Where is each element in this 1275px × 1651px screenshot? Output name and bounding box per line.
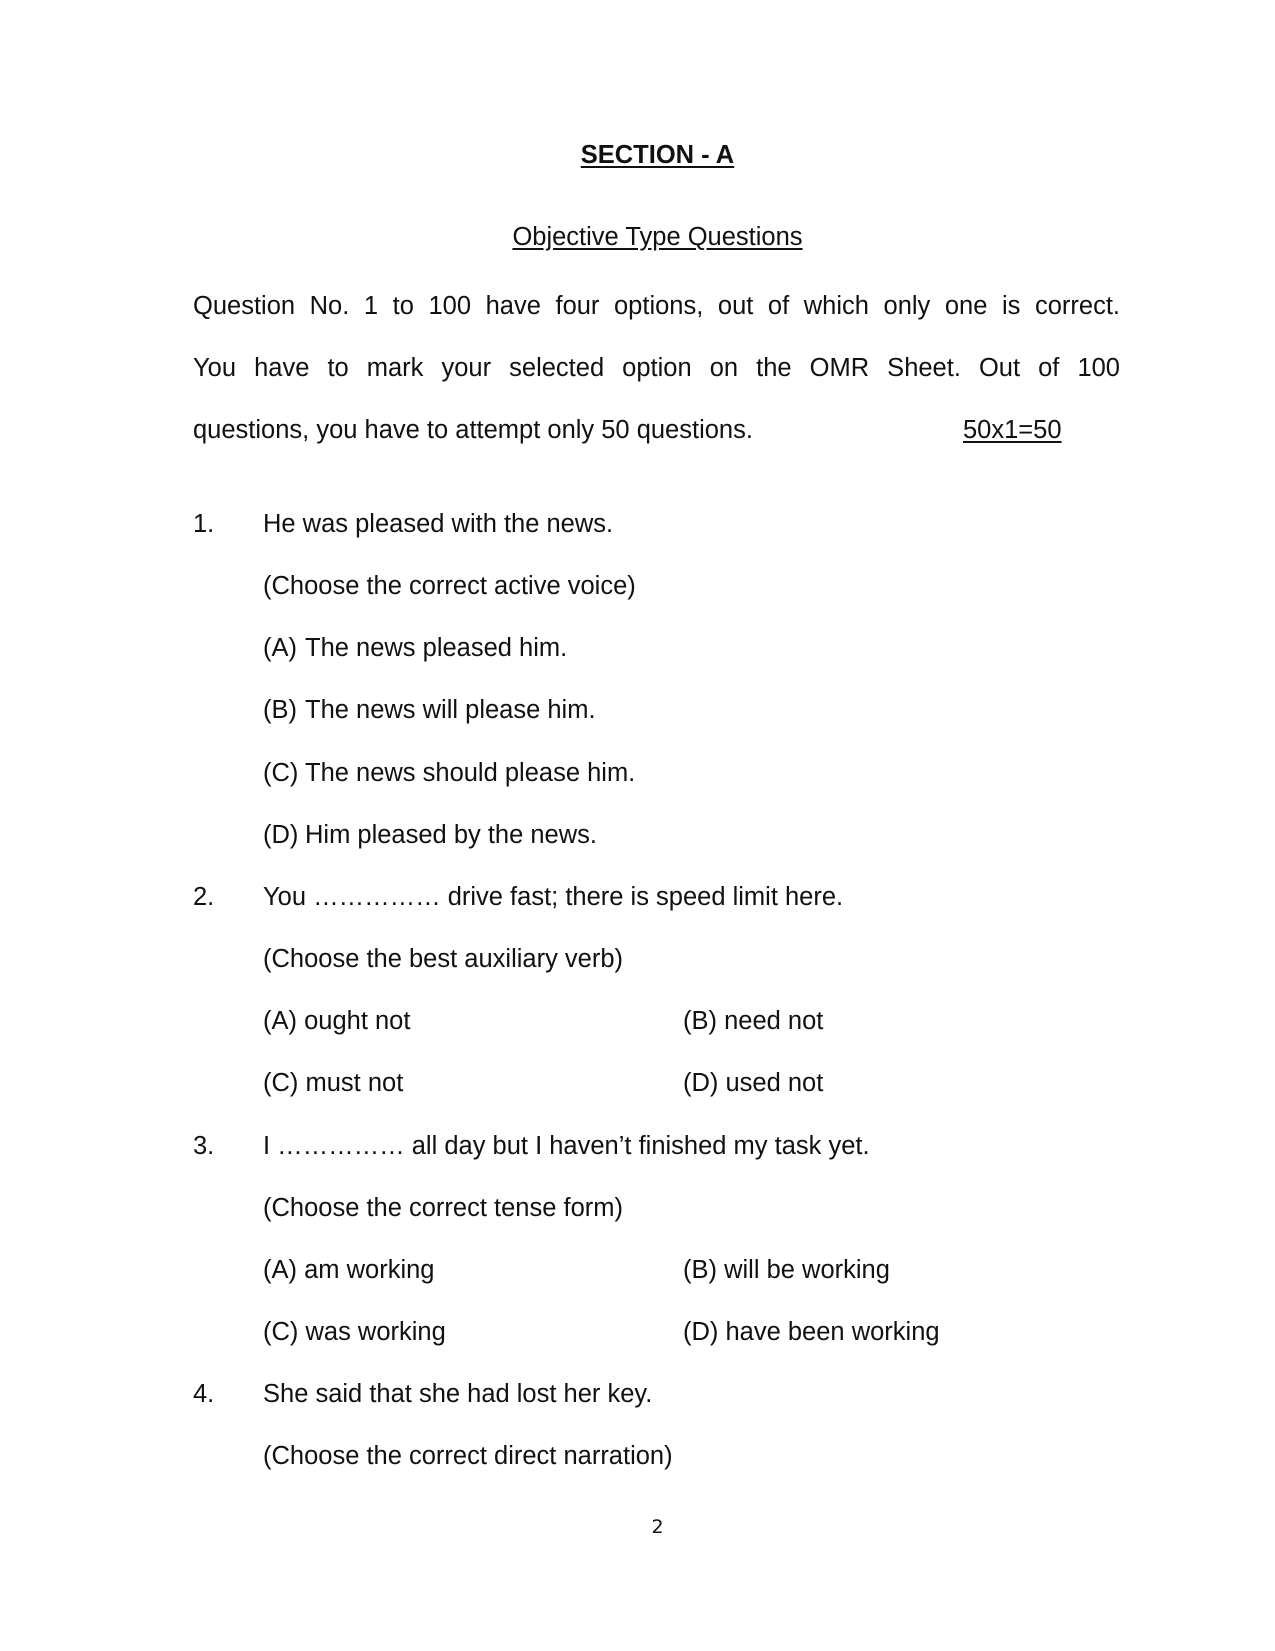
question-number: 3. bbox=[193, 1132, 215, 1160]
option-label: (C) bbox=[263, 1318, 299, 1346]
instructions-line-2: You have to mark your selected option on the OMR Sheet. Out of 100 bbox=[193, 354, 1120, 382]
option-label: (D) bbox=[683, 1318, 719, 1346]
page-number: 2 bbox=[651, 1516, 664, 1538]
question-number: 2. bbox=[193, 883, 215, 911]
question-text: He was pleased with the news. bbox=[263, 510, 614, 538]
option-text: The news pleased him. bbox=[305, 634, 568, 662]
option-a bbox=[263, 1006, 410, 1036]
option-c bbox=[263, 758, 635, 788]
option-text: The news should please him. bbox=[305, 759, 636, 787]
option-label: (A) bbox=[263, 1256, 297, 1284]
question-number: 1. bbox=[193, 510, 215, 538]
question-number: 4. bbox=[193, 1380, 215, 1408]
question-instruction: (Choose the correct direct narration) bbox=[263, 1442, 673, 1470]
option-text: have been working bbox=[725, 1318, 940, 1346]
option-text: Him pleased by the news. bbox=[305, 821, 597, 849]
option-text: was working bbox=[305, 1318, 446, 1346]
option-d bbox=[263, 820, 597, 850]
option-label: (A) bbox=[263, 1007, 297, 1035]
option-label: (B) bbox=[683, 1256, 717, 1284]
option-label: (C) bbox=[263, 1069, 299, 1097]
instructions-line-3: questions, you have to attempt only 50 questions. bbox=[193, 416, 753, 444]
option-b bbox=[683, 1255, 890, 1285]
section-title: SECTION - A bbox=[580, 141, 735, 169]
option-label: (D) bbox=[683, 1069, 719, 1097]
option-a bbox=[263, 1255, 434, 1285]
question-text: She said that she had lost her key. bbox=[263, 1380, 653, 1408]
question-text: I …………… all day but I haven’t finished my task yet. bbox=[263, 1132, 870, 1160]
option-label: (A) bbox=[263, 634, 297, 662]
option-text: will be working bbox=[724, 1256, 890, 1284]
option-a bbox=[263, 633, 567, 663]
option-c bbox=[263, 1317, 446, 1347]
option-d bbox=[683, 1317, 940, 1347]
option-label: (B) bbox=[683, 1007, 717, 1035]
question-instruction: (Choose the correct active voice) bbox=[263, 572, 636, 600]
question-text: You …………… drive fast; there is speed limit here. bbox=[263, 883, 844, 911]
option-label: (D) bbox=[263, 821, 299, 849]
option-text: The news will please him. bbox=[305, 696, 596, 724]
section-subtitle: Objective Type Questions bbox=[512, 223, 803, 251]
question-instruction: (Choose the correct tense form) bbox=[263, 1194, 623, 1222]
option-b bbox=[683, 1006, 823, 1036]
option-b bbox=[263, 695, 596, 725]
option-label: (C) bbox=[263, 759, 299, 787]
option-text: ought not bbox=[304, 1007, 411, 1035]
option-text: used not bbox=[725, 1069, 824, 1097]
option-c bbox=[263, 1068, 403, 1098]
marks-allocation: 50x1=50 bbox=[963, 416, 1062, 444]
question-instruction: (Choose the best auxiliary verb) bbox=[263, 945, 624, 973]
option-label: (B) bbox=[263, 696, 297, 724]
option-d bbox=[683, 1068, 823, 1098]
instructions-line-1: Question No. 1 to 100 have four options, out of which only one is correct. bbox=[193, 292, 1120, 320]
option-text: need not bbox=[724, 1007, 824, 1035]
option-text: must not bbox=[305, 1069, 404, 1097]
option-text: am working bbox=[304, 1256, 435, 1284]
